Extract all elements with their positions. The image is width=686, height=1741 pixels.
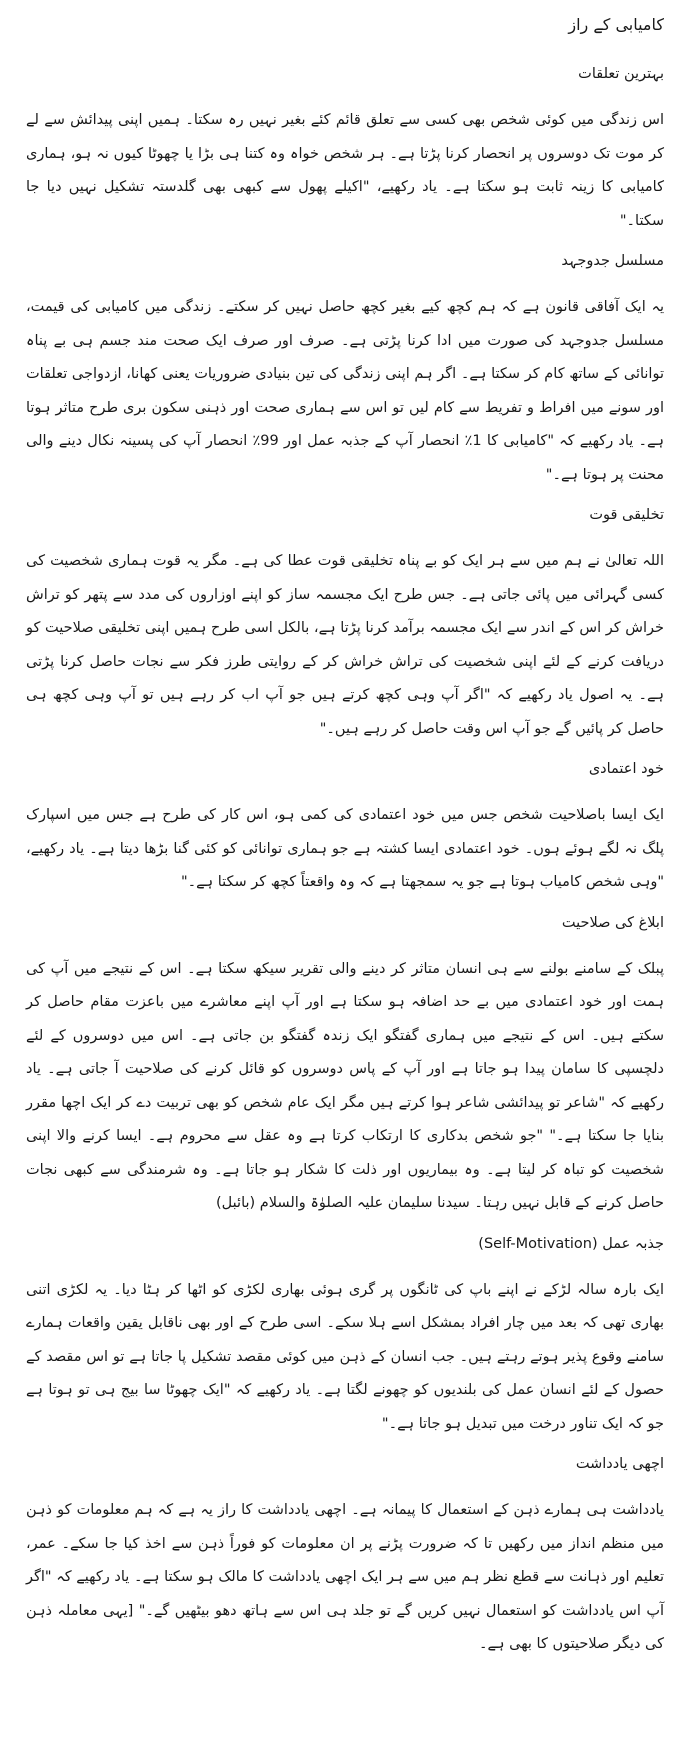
section-body-communication: پبلک کے سامنے بولنے سے ہی انسان متاثر کر دینے والی تقریر سیکھ سکتا ہے۔ اس کے نتیجے میں آپ کی ہمت اور خود اعتمادی میں بے حد اضافہ ہو سکتا ہے اور آپ اپنے معاشرے میں باعزت مقام حاصل کر سکتے ہیں۔ اس کے نتیجے میں ہماری گفتگو ایک زندہ گفتگو بن جاتی ہے۔ اس میں دوسروں کے لئے دلچسپی کا سامان پیدا ہو جاتا ہے اور آپ کے پاس دوسروں کو قائل کرنے کی صلاحیت آ جاتی ہے۔ یاد رکھیے کہ "شاعر تو پیدائشی شاعر ہوا کرتے ہیں مگر ایک عام شخص کو بھی تربیت دے کر ایک اچھا مقرر بنایا جا سکتا ہے۔" "جو شخص بدکاری کا ارتکاب کرتا ہے وہ عقل سے محروم ہے۔ ایسا کرنے والا اپنی شخصیت کو تباہ کر لیتا ہے۔ وہ بیماریوں اور ذلت کا شکار ہو جاتا ہے۔ وہ شرمندگی سے کبھی نجات حاصل کرنے کے قابل نہیں رہتا۔ سیدنا سلیمان علیہ الصلوٰۃ والسلام (بائبل) [26,960,664,1211]
article-title: کامیابی کے راز [568,15,664,34]
section-heading-motivation: جذبہ عمل (Self-Motivation) [478,1235,664,1252]
section-body-creativity: اللہ تعالیٰ نے ہم میں سے ہر ایک کو بے پناہ تخلیقی قوت عطا کی ہے۔ مگر یہ قوت ہماری شخصیت کی کسی گہرائی میں پائی جاتی ہے۔ جس طرح ایک مجسمہ ساز کو اپنے اوزاروں کی مدد سے پتھر کو تراش خراش کر اس کے اندر سے ایک مجسمہ برآمد کرنا پڑتا ہے، بالکل اسی طرح ہمیں اپنی تخلیقی صلاحیت کو دریافت کرنے کے لئے اپنی شخصیت کی تراش خراش کر کے روایتی طرز فکر سے نجات حاصل کرنا پڑتی ہے۔ یہ اصول یاد رکھیے کہ "اگر آپ وہی کچھ کرتے ہیں جو آپ اب کر رہے ہیں تو آپ وہی کچھ ہی حاصل کر پائیں گے جو آپ اس وقت حاصل کر رہے ہیں۔" [26,553,664,737]
section-body-self-confidence: ایک ایسا باصلاحیت شخص جس میں خود اعتمادی کی کمی ہو، اس کار کی طرح ہے جس میں اسپارک پلگ نہ لگے ہوئے ہوں۔ خود اعتمادی ایسا کشتہ ہے جو ہماری توانائی کو کئی گنا بڑھا دیتا ہے۔ یاد رکھیے، "وہی شخص کامیاب ہوتا ہے جو یہ سمجھتا ہے کہ وہ واقعتاً کچھ کر سکتا ہے۔" [26,807,664,890]
section-heading-relationships: بہترین تعلقات [578,66,664,82]
section-body-relationships: اس زندگی میں کوئی شخص بھی کسی سے تعلق قائم کئے بغیر نہیں رہ سکتا۔ ہمیں اپنی پیدائش سے لے کر موت تک دوسروں پر انحصار کرنا پڑتا ہے۔ ہر شخص خواہ وہ کتنا ہی بڑا یا چھوٹا کیوں نہ ہو، ہماری کامیابی کا زینہ ثابت ہو سکتا ہے۔ یاد رکھیے، "اکیلے پھول سے کبھی بھی گلدستہ تشکیل نہیں دیا جا سکتا۔" [26,112,664,229]
section-heading-creativity: تخلیقی قوت [589,507,664,523]
section-heading-self-confidence: خود اعتمادی [588,761,664,777]
section-heading-struggle: مسلسل جدوجہد [561,253,664,269]
section-body-motivation: ایک بارہ سالہ لڑکے نے اپنے باپ کی ٹانگوں پر گری ہوئی بھاری لکڑی کو اٹھا کر ہٹا دیا۔ یہ لکڑی اتنی بھاری تھی کہ بعد میں چار افراد بمشکل اسے ہلا سکے۔ اسی طرح کے اور بھی ناقابل یقین واقعات ہمارے سامنے وقوع پذیر ہوتے رہتے ہیں۔ جب انسان کے ذہن میں کوئی مقصد تشکیل پا جاتا ہے تو اس مقصد کے حصول کے لئے انسان عمل کی بلندیوں کو چھونے لگتا ہے۔ یاد رکھیے کہ "ایک چھوٹا سا بیج ہی تو ہوتا ہے جو کہ ایک تناور درخت میں تبدیل ہو جاتا ہے۔" [26,1281,664,1432]
section-heading-communication: ابلاغ کی صلاحیت [561,914,664,931]
section-body-struggle: یہ ایک آفاقی قانون ہے کہ ہم کچھ کیے بغیر کچھ حاصل نہیں کر سکتے۔ زندگی میں کامیابی کی قیمت، مسلسل جدوجہد کی صورت میں ادا کرنا پڑتی ہے۔ صرف اور صرف ایک صحت مند جسم ہی بے پناہ توانائی کے ساتھ کام کر سکتا ہے۔ اگر ہم اپنی زندگی کی تین بنیادی ضروریات یعنی کھانا، ازدواجی تعلقات اور سونے میں افراط و تفریط سے کام لیں تو اس سے ہماری صحت اور ذہنی سکون بری طرح متاثر ہوتا ہے۔ یاد رکھیے کہ "کامیابی کا 1٪ انحصار آپ کے جذبہ عمل اور 99٪ انحصار آپ کی پسینہ نکال دینے والی محنت پر ہوتا ہے۔" [26,299,664,483]
section-heading-memory: اچھی یادداشت [575,1456,664,1472]
section-body-memory: یادداشت ہی ہمارے ذہن کے استعمال کا پیمانہ ہے۔ اچھی یادداشت کا راز یہ ہے کہ ہم معلومات کو ذہن میں منظم انداز میں رکھیں تا کہ ضرورت پڑنے پر ان معلومات کو فوراً ذہن سے اخذ کیا جا سکے۔ عمر، تعلیم اور ذہانت سے قطع نظر ہم میں سے ہر ایک اچھی یادداشت کا مالک ہو سکتا ہے۔ یاد رکھیے کہ "اگر آپ اس یادداشت کو استعمال نہیں کریں گے تو جلد ہی اس سے ہاتھ دھو بیٹھیں گے۔" [یہی معاملہ ذہن کی دیگر صلاحیتوں کا بھی ہے۔ [26,1502,664,1652]
